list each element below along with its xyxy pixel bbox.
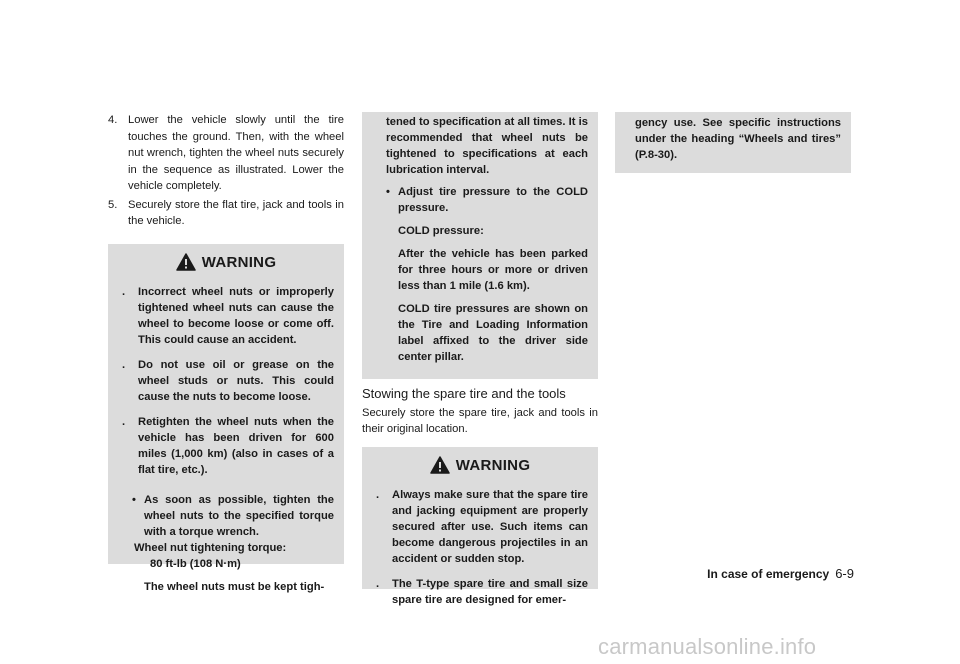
step-4 — [108, 112, 344, 195]
warning-box-1 — [108, 244, 344, 593]
bullet-marker: . — [376, 489, 380, 501]
warning-continuation: The wheel nuts must be kept tigh- — [144, 580, 325, 593]
warning-continued-text: gency use. See specific instructions under the heading “Wheels and tires” (P.8-30). — [635, 117, 841, 161]
warning-title: WARNING — [455, 457, 531, 474]
warning-bullet — [372, 576, 588, 608]
warning-bullet — [118, 357, 334, 405]
step-number: 4. — [108, 114, 118, 126]
cold-pressure-note: COLD tire pressures are shown on the Tire and Loading Information label affixed to the driver side center pillar. — [398, 303, 588, 363]
warning-bullet-text: Always make sure that the spare tire and jacking equipment are properly secured after use. Such items can become dangerous projectiles in an accident or sudden stop. — [392, 489, 588, 565]
column-1 — [108, 112, 344, 593]
warning-bullet — [372, 487, 588, 567]
step-text: Lower the vehicle slowly until the tire touches the ground. Then, with the wheel nut wrench, tighten the wheel nuts securely in the sequence as illustrated. Lower the vehicle completely. — [128, 114, 344, 192]
bullet-marker: • — [386, 186, 390, 198]
step-5 — [108, 197, 344, 230]
step-number: 5. — [108, 198, 118, 211]
warning-triangle-icon — [430, 456, 450, 474]
section-title: Stowing the spare tire and the tools — [362, 386, 566, 401]
page-number: 6-9 — [835, 566, 854, 581]
warning-sub-bullet — [372, 184, 588, 216]
warning-title: WARNING — [201, 253, 277, 271]
column-2 — [362, 112, 598, 606]
bullet-marker: . — [376, 578, 380, 590]
warning-box-1-continued — [362, 112, 598, 379]
bullet-marker: . — [122, 285, 126, 298]
torque-value: 80 ft-lb (108 N·m) — [150, 557, 241, 570]
warning-bullet — [118, 414, 334, 478]
bullet-marker: . — [122, 415, 126, 428]
warning-continued-text: tened to specification at all times. It is recommended that wheel nuts be tightened to specifications at each lubrication interval. — [386, 116, 588, 176]
warning-box-2 — [362, 447, 598, 606]
cold-pressure-definition: After the vehicle has been parked for three hours or more or driven less than 1 mile (1.6 km). — [398, 248, 588, 292]
bullet-marker: . — [122, 358, 126, 371]
warning-bullet-text: Retighten the wheel nuts when the vehicle has been driven for 600 miles (1,000 km) (also in cases of a flat tire, etc.). — [138, 415, 334, 476]
warning-bullet-text: The T-type spare tire and small size spare tire are designed for emer- — [392, 578, 588, 606]
warning-bullet-text: Incorrect wheel nuts or improperly tightened wheel nuts can cause the wheel to become loose or come off. This could cause an accident. — [138, 285, 334, 346]
warning-box-2-continued — [615, 112, 851, 173]
warning-sub-bullet-text: As soon as possible, tighten the wheel nuts to the specified torque with a torque wrench. — [144, 493, 334, 538]
warning-bullet-text: Do not use oil or grease on the wheel studs or nuts. This could cause the nuts to become loose. — [138, 358, 334, 403]
column-3 — [615, 112, 851, 173]
warning-sub-bullet-text: Adjust tire pressure to the COLD pressure. — [398, 186, 588, 214]
cold-pressure-label: COLD pressure: — [398, 225, 484, 237]
warning-bullet — [118, 284, 334, 348]
bullet-marker: • — [132, 493, 136, 506]
warning-header — [118, 252, 334, 274]
torque-label: Wheel nut tightening torque: — [134, 541, 287, 554]
step-text: Securely store the flat tire, jack and tools in the vehicle. — [128, 198, 344, 227]
page-footer — [707, 566, 854, 582]
section-body: Securely store the spare tire, jack and tools in their original location. — [362, 407, 598, 435]
warning-triangle-icon — [176, 253, 196, 271]
warning-header — [372, 455, 588, 477]
warning-sub-bullet — [118, 492, 334, 540]
footer-section-name: In case of emergency — [707, 567, 830, 581]
watermark: carmanualsonline.info — [598, 634, 817, 659]
